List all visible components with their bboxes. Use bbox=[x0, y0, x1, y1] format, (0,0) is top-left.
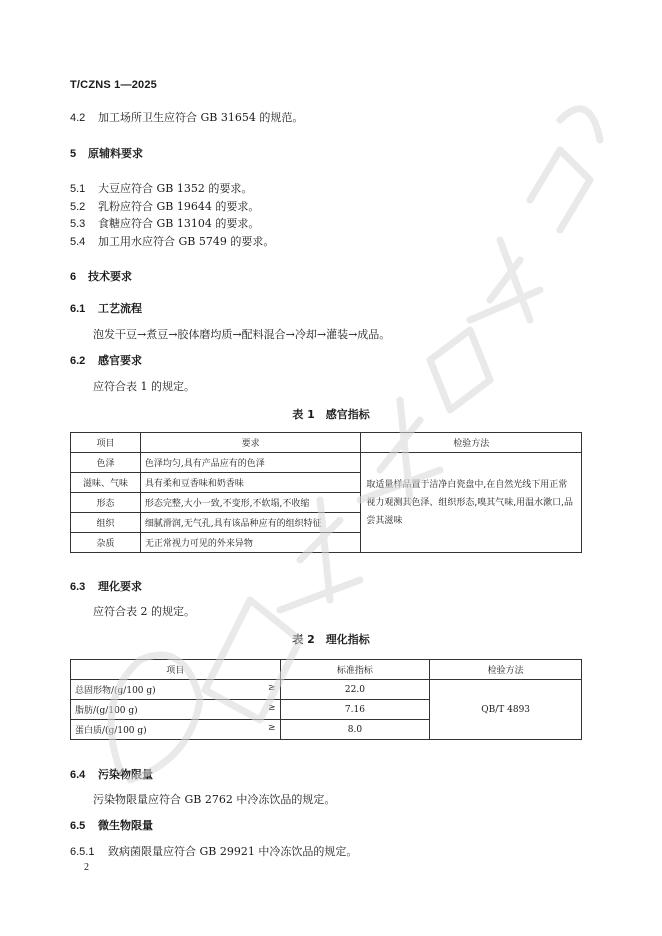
clause-6-2-heading bbox=[70, 352, 142, 368]
item-label: 脂肪/(g/100 g) bbox=[75, 706, 138, 716]
comparison-symbol: ≥ bbox=[268, 723, 276, 733]
clause-number: 5.3 bbox=[70, 218, 86, 230]
value-cell: 22.0 bbox=[280, 680, 430, 700]
page-number: 2 bbox=[84, 862, 89, 873]
physicochemical-table bbox=[70, 659, 582, 740]
clause-number: 6.5.1 bbox=[70, 846, 95, 858]
item-cell: 色泽 bbox=[71, 453, 141, 473]
table-header-row bbox=[71, 660, 582, 680]
item-cell bbox=[71, 700, 281, 720]
table-1-caption: 表 1 感官指标 bbox=[292, 408, 370, 421]
table-header-row bbox=[71, 433, 582, 453]
requirement-cell: 无正常视力可见的外来异物 bbox=[140, 533, 361, 553]
clause-number: 6.5 bbox=[70, 820, 86, 832]
method-cell: 取适量样品置于洁净白瓷盘中,在自然光线下用正常视力观测其色泽、组织形态,嗅其气味,用温水漱口,品尝其滋味 bbox=[361, 453, 582, 553]
item-cell: 形态 bbox=[71, 493, 141, 513]
item-cell bbox=[71, 680, 281, 700]
clause-number: 6.2 bbox=[70, 355, 86, 367]
clause-text: 加工场所卫生应符合 GB 31654 的规范。 bbox=[98, 111, 304, 124]
clause-number: 5.2 bbox=[70, 201, 86, 213]
requirement-cell: 具有柔和豆香味和奶香味 bbox=[140, 473, 361, 493]
clause-6-2-text: 应符合表 1 的规定。 bbox=[93, 380, 195, 393]
section-6-heading bbox=[70, 268, 132, 284]
document-code: T/CZNS 1—2025 bbox=[70, 79, 157, 91]
requirement-cell: 细腻滑润,无气孔,具有该品种应有的组织特征 bbox=[140, 513, 361, 533]
clause-text: 乳粉应符合 GB 19644 的要求。 bbox=[98, 200, 260, 213]
header-cell: 检验方法 bbox=[430, 660, 582, 680]
table-2-caption: 表 2 理化指标 bbox=[292, 633, 370, 646]
clause-6-4-heading bbox=[70, 766, 153, 782]
clause-number: 6.1 bbox=[70, 303, 86, 315]
requirement-cell: 形态完整,大小一致,不变形,不软塌,不收缩 bbox=[140, 493, 361, 513]
table-row bbox=[71, 453, 582, 473]
item-label: 总固形物/(g/100 g) bbox=[75, 686, 156, 696]
item-label: 蛋白质/(g/100 g) bbox=[75, 726, 147, 736]
clause-number: 5.1 bbox=[70, 183, 86, 195]
clause-5-3 bbox=[70, 215, 259, 231]
clause-number: 6.3 bbox=[70, 581, 86, 593]
clause-5-4 bbox=[70, 233, 274, 249]
header-cell: 标准指标 bbox=[280, 660, 430, 680]
item-cell bbox=[71, 720, 281, 740]
header-cell: 要求 bbox=[140, 433, 361, 453]
clause-6-1-heading bbox=[70, 300, 142, 316]
clause-title: 理化要求 bbox=[98, 580, 142, 593]
header-cell: 检验方法 bbox=[361, 433, 582, 453]
method-cell: QB/T 4893 bbox=[430, 680, 582, 740]
clause-number: 4.2 bbox=[70, 112, 86, 124]
process-flow-text: 泡发干豆→煮豆→胶体磨均质→配料混合→冷却→灌装→成品。 bbox=[93, 328, 391, 341]
clause-text: 致病菌限量应符合 GB 29921 中冷冻饮品的规定。 bbox=[108, 845, 358, 858]
header-cell: 项目 bbox=[71, 433, 141, 453]
clause-5-2 bbox=[70, 198, 259, 214]
clause-6-3-heading bbox=[70, 578, 142, 594]
clause-text: 大豆应符合 GB 1352 的要求。 bbox=[98, 182, 253, 195]
clause-6-3-text: 应符合表 2 的规定。 bbox=[93, 605, 195, 618]
clause-6-5-1 bbox=[70, 843, 357, 859]
clause-title: 感官要求 bbox=[98, 354, 142, 367]
value-cell: 7.16 bbox=[280, 700, 430, 720]
item-cell: 滋味、气味 bbox=[71, 473, 141, 493]
clause-title: 微生物限量 bbox=[98, 819, 153, 832]
clause-title: 污染物限量 bbox=[98, 768, 153, 781]
section-number: 6 bbox=[70, 271, 77, 283]
clause-number: 6.4 bbox=[70, 769, 86, 781]
clause-6-5-heading bbox=[70, 817, 153, 833]
clause-4-2 bbox=[70, 109, 303, 125]
comparison-symbol: ≥ bbox=[268, 683, 276, 693]
clause-text: 加工用水应符合 GB 5749 的要求。 bbox=[98, 235, 275, 248]
section-5-heading bbox=[70, 145, 143, 161]
clause-title: 工艺流程 bbox=[98, 302, 142, 315]
clause-text: 食糖应符合 GB 13104 的要求。 bbox=[98, 217, 260, 230]
section-title: 原辅料要求 bbox=[88, 147, 143, 160]
clause-5-1 bbox=[70, 180, 252, 196]
clause-6-4-text: 污染物限量应符合 GB 2762 中冷冻饮品的规定。 bbox=[93, 793, 336, 806]
section-title: 技术要求 bbox=[88, 270, 132, 283]
item-cell: 杂质 bbox=[71, 533, 141, 553]
comparison-symbol: ≥ bbox=[268, 703, 276, 713]
sensory-table bbox=[70, 432, 582, 553]
value-cell: 8.0 bbox=[280, 720, 430, 740]
table-row bbox=[71, 680, 582, 700]
section-number: 5 bbox=[70, 148, 77, 160]
item-cell: 组织 bbox=[71, 513, 141, 533]
clause-number: 5.4 bbox=[70, 236, 86, 248]
requirement-cell: 色泽均匀,具有产品应有的色泽 bbox=[140, 453, 361, 473]
header-cell: 项目 bbox=[71, 660, 281, 680]
